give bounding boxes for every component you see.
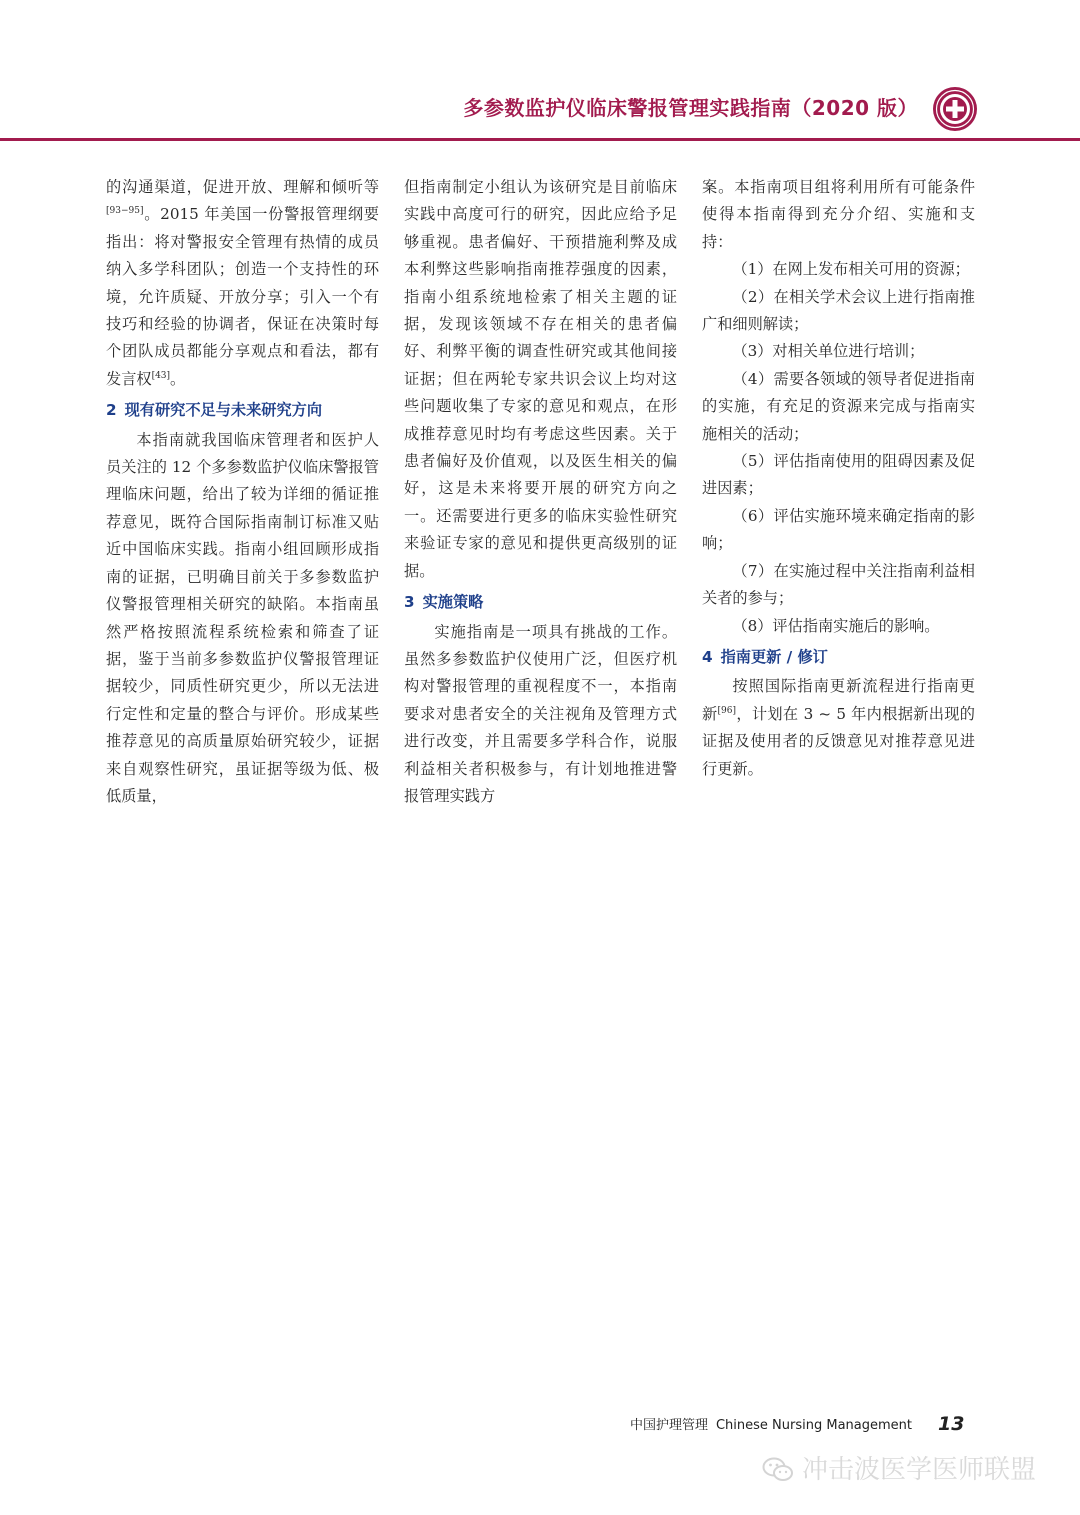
header-rule xyxy=(0,138,1080,141)
footer-journal-name: 中国护理管理 Chinese Nursing Management xyxy=(629,1418,912,1433)
paragraph: 的沟通渠道，促进开放、理解和倾听等[93−95]。2015 年美国一份警报管理纲要指出：将对警报安全管理有热情的成员纳入多学科团队；创造一个支持性的环境，允许质疑、开放分享；引入一个有技巧和经验的协调者，保证在决策时每个团队成员都能分享观点和看法，都有发言权[43]。 xyxy=(106,178,379,388)
section-heading-4: 4 指南更新 / 修订 xyxy=(702,647,828,666)
wechat-icon xyxy=(762,1456,794,1484)
paragraph: 案。本指南项目组将利用所有可能条件使得本指南得到充分介绍、实施和支持： xyxy=(702,178,975,251)
list-item: （3）对相关单位进行培训； xyxy=(732,342,925,361)
column-1 xyxy=(106,174,379,810)
list-item: （2）在相关学术会议上进行指南推广和细则解读； xyxy=(702,287,975,334)
citation-ref: [93−95] xyxy=(106,206,144,217)
section-heading-2: 2 现有研究不足与未来研究方向 xyxy=(106,401,323,420)
page-number: 13 xyxy=(938,1413,965,1435)
paragraph: 按照国际指南更新流程进行指南更新[96]，计划在 3 ~ 5 年内根据新出现的证据及使用者的反馈意见对推荐意见进行更新。 xyxy=(702,677,975,778)
list-item: （6）评估实施环境来确定指南的影响； xyxy=(702,506,975,553)
watermark-text: 冲击波医学医师联盟 xyxy=(802,1455,1037,1485)
paragraph: 但指南制定小组认为该研究是目前临床实践中高度可行的研究，因此应给予足够重视。患者偏好、干预措施利弊及成本利弊这些影响指南推荐强度的因素，指南小组系统地检索了相关主题的证据，发现该领域不存在相关的患者偏好、利弊平衡的调查性研究或其他间接证据；但在两轮专家共识会议上均对这些问题收集了专家的意见和观点，在形成推荐意见时均有考虑这些因素。关于患者偏好及价值观，以及医生相关的偏好，这是未来将要开展的研究方向之一。还需要进行更多的临床实验性研究来验证专家的意见和提供更高级别的证据。 xyxy=(404,178,677,580)
list-item: （8）评估指南实施后的影响。 xyxy=(732,616,940,635)
column-3 xyxy=(702,174,975,783)
running-header-title: 多参数监护仪临床警报管理实践指南（2020 版） xyxy=(463,96,918,120)
list-item: （7）在实施过程中关注指南利益相关者的参与； xyxy=(702,561,975,608)
society-seal-icon xyxy=(932,86,978,132)
list-item: （1）在网上发布相关可用的资源； xyxy=(732,260,970,279)
citation-ref: [96] xyxy=(717,705,737,716)
list-item: （5）评估指南使用的阻碍因素及促进因素； xyxy=(702,452,975,498)
column-2 xyxy=(404,174,677,810)
paragraph: 实施指南是一项具有挑战的工作。虽然多参数监护仪使用广泛，但医疗机构对警报管理的重视程度不一，本指南要求对患者安全的关注视角及管理方式进行改变，并且需要多学科合作，说服利益相关者积极参与，有计划地推进警报管理实践方 xyxy=(404,622,677,805)
list-item: （4）需要各领域的领导者促进指南的实施，有充足的资源来完成与指南实施相关的活动； xyxy=(702,369,975,443)
citation-ref: [43] xyxy=(151,370,171,381)
paragraph: 本指南就我国临床管理者和医护人员关注的 12 个多参数监护仪临床警报管理临床问题，给出了较为详细的循证推荐意见，既符合国际指南制订标准又贴近中国临床实践。指南小组回顾形成指南的证据，已明确目前关于多参数监护仪警报管理相关研究的缺陷。本指南虽然严格按照流程系统检索和筛查了证据，鉴于当前多参数监护仪警报管理证据较少，同质性研究更少，所以无法进行定性和定量的整合与评价。形成某些推荐意见的高质量原始研究较少，证据来自观察性研究，虽证据等级为低、极低质量， xyxy=(106,430,379,805)
section-heading-3: 3 实施策略 xyxy=(404,593,484,612)
